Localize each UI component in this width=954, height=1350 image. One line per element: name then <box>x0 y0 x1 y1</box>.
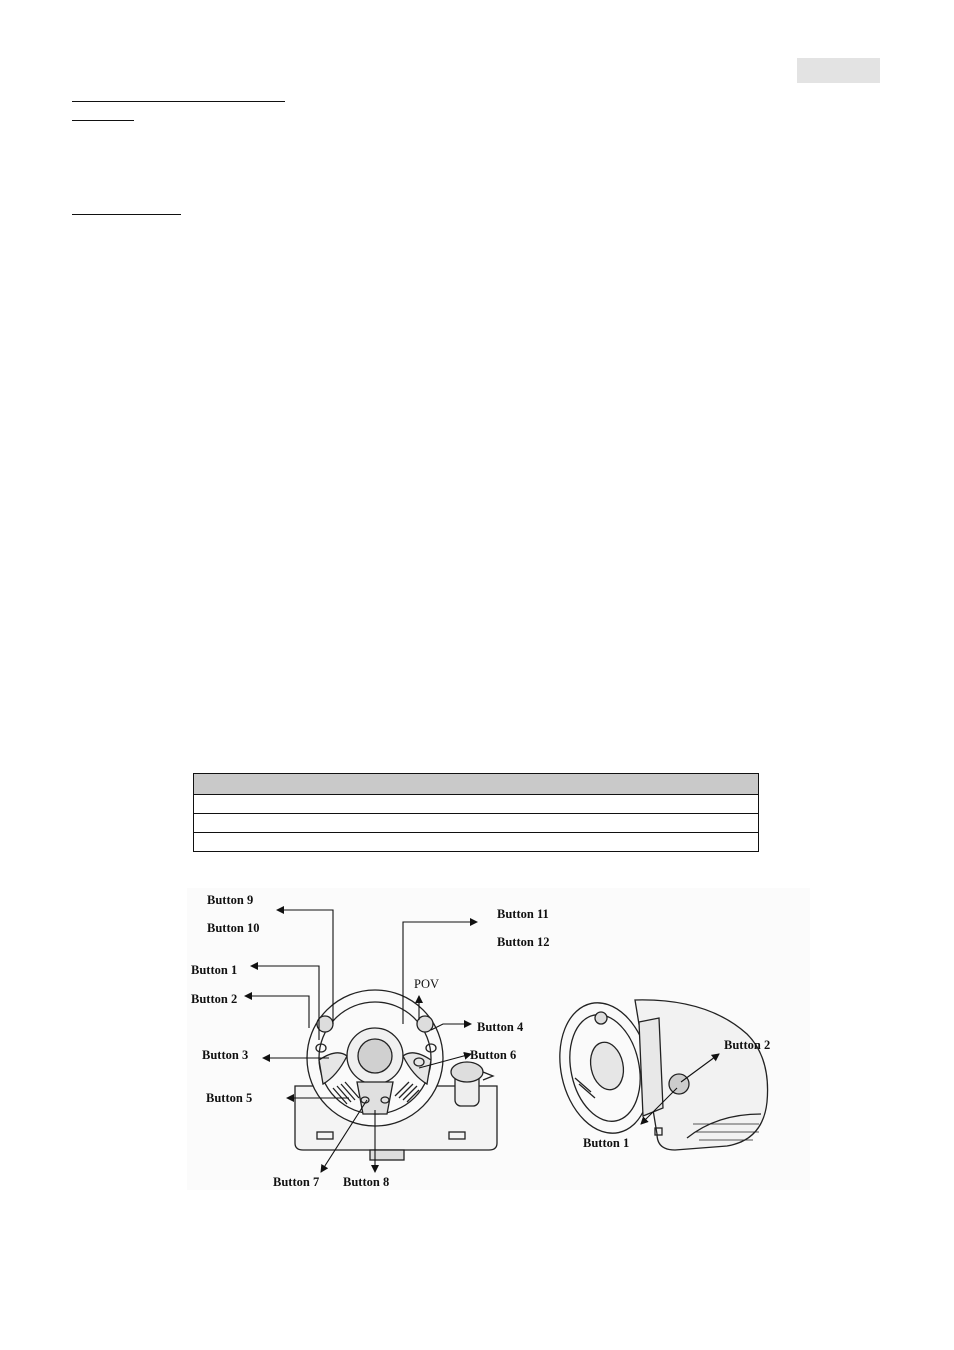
label-button-6: Button 6 <box>470 1048 517 1062</box>
label-button-5: Button 5 <box>206 1091 253 1105</box>
button-mapping-table <box>193 773 759 852</box>
label-button-11: Button 11 <box>497 907 549 921</box>
label-button-9: Button 9 <box>207 893 254 907</box>
steering-wheel-diagram <box>187 888 810 1190</box>
page-tag <box>797 58 880 83</box>
heading-underline-1 <box>72 101 285 102</box>
table-row <box>194 795 759 814</box>
table-header-row <box>194 774 759 795</box>
label-side-button-2: Button 2 <box>724 1038 771 1052</box>
label-button-2: Button 2 <box>191 992 238 1006</box>
label-side-button-1: Button 1 <box>583 1136 630 1150</box>
label-button-10: Button 10 <box>207 921 260 935</box>
label-button-8: Button 8 <box>343 1175 390 1189</box>
label-button-12: Button 12 <box>497 935 550 949</box>
heading-underline-2 <box>72 120 134 121</box>
label-pov: POV <box>414 977 440 991</box>
table-row <box>194 833 759 852</box>
table-row <box>194 814 759 833</box>
table-cell <box>194 795 759 814</box>
label-button-7: Button 7 <box>273 1175 320 1189</box>
section-heading-underline <box>72 214 181 215</box>
table-header-cell <box>194 774 759 795</box>
table-cell <box>194 833 759 852</box>
table-cell <box>194 814 759 833</box>
label-button-1: Button 1 <box>191 963 238 977</box>
label-button-4: Button 4 <box>477 1020 524 1034</box>
label-button-3: Button 3 <box>202 1048 249 1062</box>
